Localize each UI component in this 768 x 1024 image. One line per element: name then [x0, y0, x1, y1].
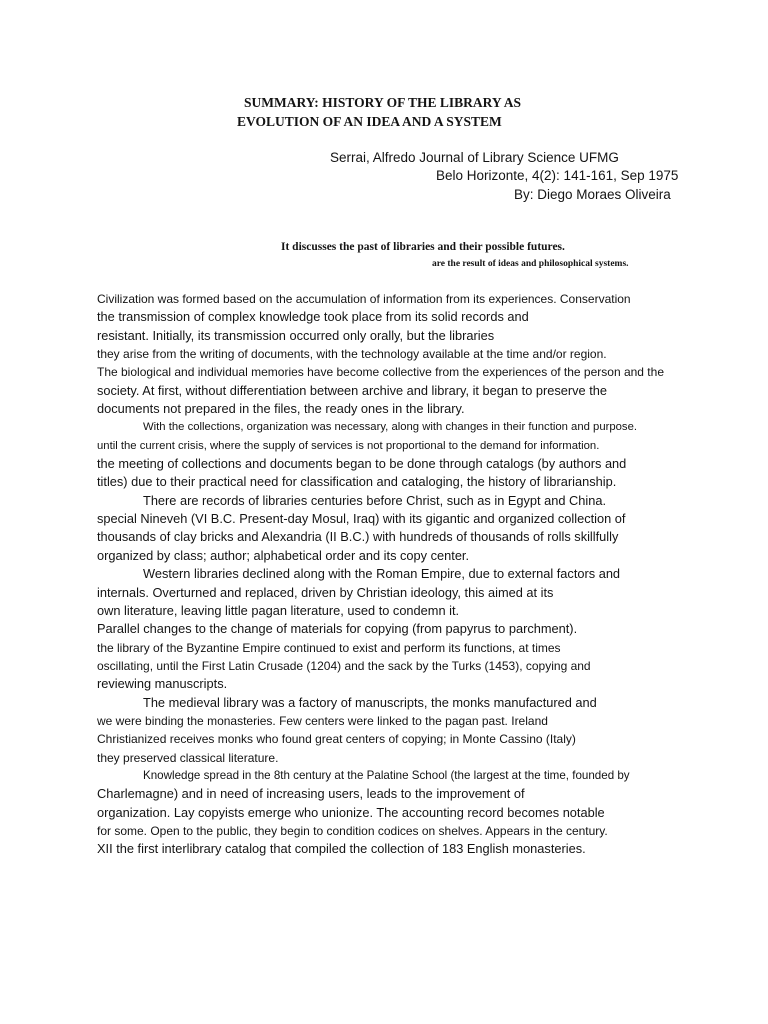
body-line: Western libraries declined along with the Roman Empire, due to external factors and — [143, 566, 621, 582]
citation-author-journal: Serrai, Alfredo Journal of Library Science UFMG — [330, 150, 619, 165]
body-line: The biological and individual memories have become collective from the experiences of the person and the — [97, 365, 664, 380]
body-line: The medieval library was a factory of manuscripts, the monks manufactured and — [143, 694, 597, 710]
body-line: own literature, leaving little pagan literature, used to condemn it. — [97, 602, 460, 618]
body-line: organized by class; author; alphabetical order and its copy center. — [97, 547, 470, 563]
body-line: the library of the Byzantine Empire continued to exist and perform its functions, at times — [97, 640, 561, 655]
document-title-line-2: EVOLUTION OF AN IDEA AND A SYSTEM — [237, 114, 502, 129]
body-line: special Nineveh (VI B.C. Present-day Mosul, Iraq) with its gigantic and organized collection of — [97, 511, 626, 527]
body-line: Knowledge spread in the 8th century at the Palatine School (the largest at the time, founded by — [143, 768, 630, 782]
body-line: until the current crisis, where the supply of services is not proportional to the demand for information. — [97, 439, 600, 452]
body-line: reviewing manuscripts. — [97, 676, 228, 692]
body-line: internals. Overturned and replaced, driven by Christian ideology, this aimed at its — [97, 584, 554, 600]
abstract-line-1: It discusses the past of libraries and their possible futures. — [281, 241, 565, 253]
body-line: Civilization was formed based on the accumulation of information from its experiences. Conservation — [97, 292, 631, 306]
body-line: the meeting of collections and documents began to be done through catalogs (by authors and — [97, 456, 627, 472]
body-line: for some. Open to the public, they begin to condition codices on shelves. Appears in the century. — [97, 823, 608, 838]
body-line: thousands of clay bricks and Alexandria (II B.C.) with hundreds of thousands of rolls skillfully — [97, 529, 619, 545]
body-line: they preserved classical literature. — [97, 750, 279, 765]
body-line: oscillating, until the First Latin Crusade (1204) and the sack by the Turks (1453), copying and — [97, 658, 591, 673]
body-line: organization. Lay copyists emerge who unionize. The accounting record becomes notable — [97, 804, 605, 820]
body-line: we were binding the monasteries. Few centers were linked to the pagan past. Ireland — [97, 713, 548, 728]
body-line: documents not prepared in the files, the ready ones in the library. — [97, 401, 465, 417]
body-line: resistant. Initially, its transmission occurred only orally, but the libraries — [97, 327, 495, 343]
abstract-line-2: are the result of ideas and philosophical systems. — [432, 259, 629, 269]
citation-location-date: Belo Horizonte, 4(2): 141-161, Sep 1975 — [436, 168, 679, 183]
body-line: There are records of libraries centuries before Christ, such as in Egypt and China. — [143, 492, 607, 508]
citation-summary-author: By: Diego Moraes Oliveira — [514, 187, 671, 202]
body-line: XII the first interlibrary catalog that compiled the collection of 183 English monasteries. — [97, 841, 586, 857]
body-line: Christianized receives monks who found great centers of copying; in Monte Cassino (Italy) — [97, 732, 576, 747]
body-line: the transmission of complex knowledge took place from its solid records and — [97, 309, 529, 325]
document-title-line-1: SUMMARY: HISTORY OF THE LIBRARY AS — [244, 95, 522, 110]
body-line: With the collections, organization was necessary, along with changes in their function and purpose. — [143, 421, 637, 434]
body-line: Charlemagne) and in need of increasing users, leads to the improvement of — [97, 786, 525, 802]
body-text — [97, 290, 717, 859]
body-line: society. At first, without differentiation between archive and library, it began to preserve the — [97, 382, 608, 398]
body-line: titles) due to their practical need for classification and cataloging, the history of librarianship. — [97, 474, 617, 490]
body-line: Parallel changes to the change of materials for copying (from papyrus to parchment). — [97, 621, 578, 637]
body-line: they arise from the writing of documents, with the technology available at the time and/or region. — [97, 347, 607, 362]
